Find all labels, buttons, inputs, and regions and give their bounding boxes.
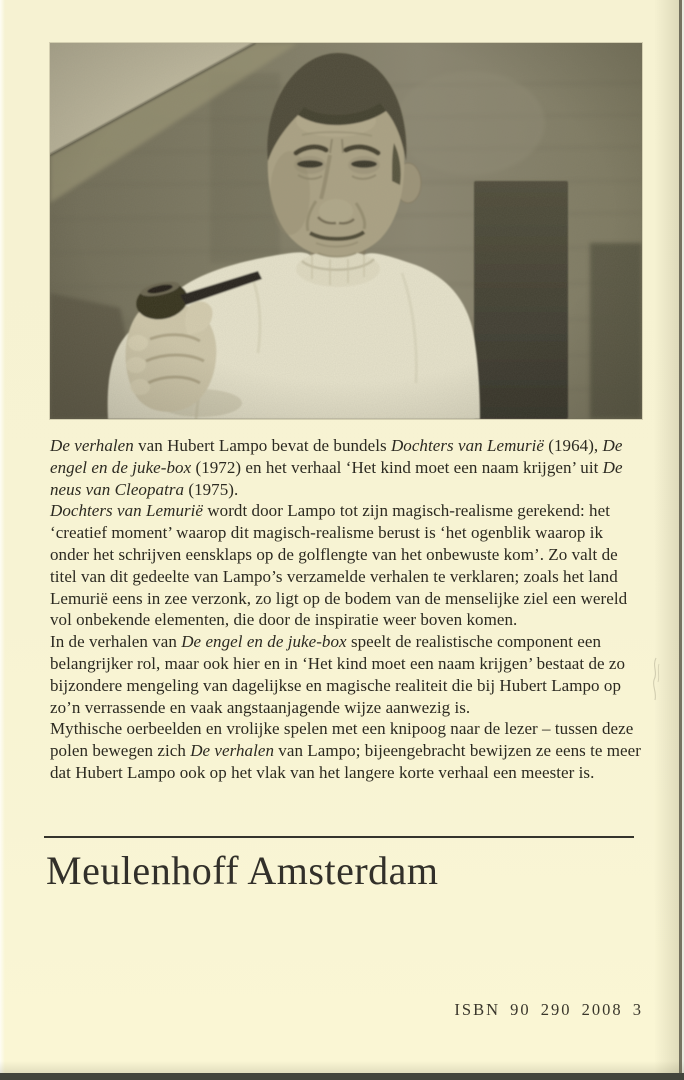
portrait-illustration bbox=[50, 43, 642, 419]
blurb-paragraph: Mythische oerbeelden en vrolijke spelen met een knipoog naar de lezer – tussen deze polen bewegen zich De verhalen van Lampo; bijeengebracht bewijzen ze eens te meer dat Hubert Lampo ook op het vlak van het langere korte verhaal een meester is. bbox=[50, 719, 641, 782]
isbn: ISBN 90 290 2008 3 bbox=[454, 1000, 643, 1019]
blurb-paragraph: In de verhalen van De engel en de juke-box speelt de realistische component een belangrijker rol, maar ook hier en in ‘Het kind moet een naam krijgen’ bestaat de zo bijzondere mengeling van dagelijkse en magische realiteit die bij Hubert Lampo op zo’n verrassende en vaak angstaanjagende wijze aanwezig is. bbox=[50, 632, 626, 717]
page-edge-right-shade bbox=[654, 0, 680, 1080]
page-edge-bottom bbox=[0, 1073, 684, 1080]
photo-vignette bbox=[50, 43, 642, 419]
author-portrait-photo bbox=[50, 43, 642, 419]
publisher-imprint: Meulenhoff Amsterdam bbox=[46, 848, 439, 893]
page-edge-bottom-shade bbox=[0, 1061, 684, 1073]
blurb-paragraph: De verhalen van Hubert Lampo bevat de bundels Dochters van Lemurië (1964), De engel en de juke-box (1972) en het verhaal ‘Het kind moet een naam krijgen’ uit De neus van Cleopatra (1975). bbox=[50, 436, 623, 499]
blurb bbox=[50, 435, 646, 784]
page-edge-left bbox=[0, 0, 5, 1080]
blurb-paragraph: Dochters van Lemurië wordt door Lampo tot zijn magisch-realisme gerekend: het ‘creatief moment’ waarop dit magisch-realisme berust is ‘het ogenblik waarop ik onder het schrijven eensklaps op de golflengte van het onbewuste kom’. Zo valt de titel van dit gedeelte van Lampo’s verzamelde verhalen te verklaren; zoals het land Lemurië eens in zee verzonk, zo ligt op de bodem van de menselijke ziel een wereld vol onbekende elementen, die door de inspiratie weer boven komen. bbox=[50, 501, 628, 630]
divider-rule bbox=[44, 836, 634, 838]
